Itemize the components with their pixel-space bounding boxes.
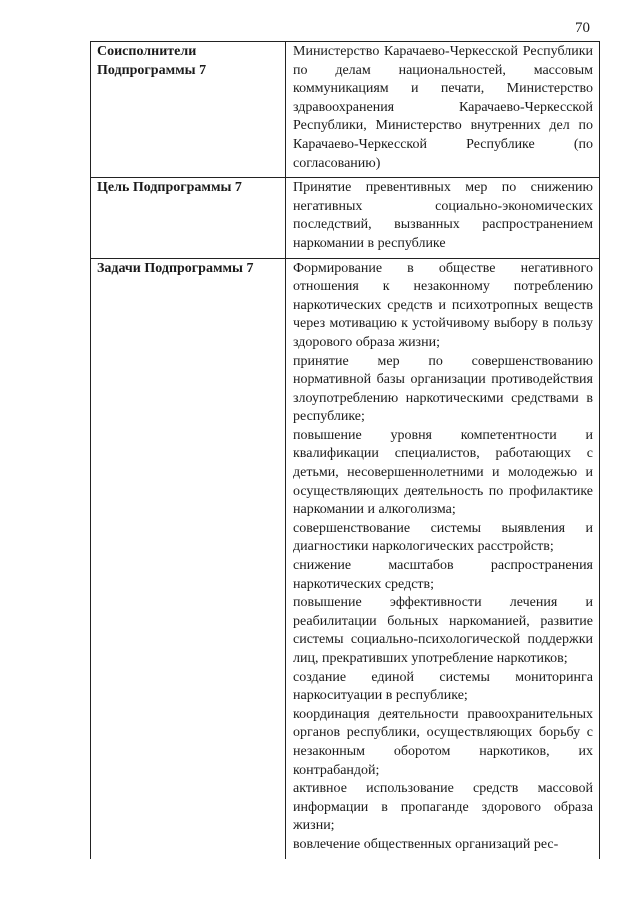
task-item: создание единой системы мониторинга наркоситуации в республике; [293, 669, 593, 704]
task-item: активное использование средств массовой информации в пропаганде здорового образа жизни; [293, 781, 593, 834]
table-row-tasks [91, 258, 600, 859]
row-label-coexecutors: Соисполнители Подпрограммы 7 [91, 42, 286, 178]
task-item: вовлечение общественных организаций рес- [293, 836, 559, 852]
page-number: 70 [575, 20, 590, 36]
task-item: повышение эффективности лечения и реабилитации больных наркоманией, развитие системы социально-психологической поддержки лиц, прекративших употребление наркотиков; [293, 595, 593, 666]
task-item: координация деятельности правоохранительных органов республики, осуществляющих борьбу с незаконным оборотом наркотиков, их контрабандой; [293, 706, 593, 778]
row-value-tasks [286, 258, 600, 859]
row-value-coexecutors: Министерство Карачаево-Черкесской Республики по делам национальностей, массовым коммуникациям и печати, Министерство здравоохранения Карачаево-Черкесской Республики, Министерство внутренних дел по Карачаево-Черкесской Республике (по согласованию) [286, 42, 600, 178]
task-item: принятие мер по совершенствованию нормативной базы организации противодействия злоупотреблению наркотическими средствами в республике; [293, 353, 593, 425]
task-item: повышение уровня компетентности и квалификации специалистов, работающих с детьми, несовершеннолетними и молодежью и осуществляющих деятельность по профилактике наркомании и алкоголизма; [293, 427, 593, 518]
subprogram-passport-table [90, 41, 600, 859]
row-value-goal: Принятие превентивных мер по снижению негативных социально-экономических последствий, вызванных распространением наркомании в республике [286, 178, 600, 258]
table-row-coexecutors [91, 42, 600, 178]
table-row-goal [91, 178, 600, 258]
row-label-tasks: Задачи Подпрограммы 7 [91, 258, 286, 859]
task-item: снижение масштабов распространения наркотических средств; [293, 558, 593, 592]
task-item: совершенствование системы выявления и диагностики наркологических расстройств; [293, 520, 593, 555]
task-item: Формирование в обществе негативного отношения к незаконному потреблению наркотических средств и психотропных веществ через мотивацию к устойчивому выбору в пользу здорового образа жизни; [293, 260, 593, 350]
row-label-goal: Цель Подпрограммы 7 [91, 178, 286, 258]
